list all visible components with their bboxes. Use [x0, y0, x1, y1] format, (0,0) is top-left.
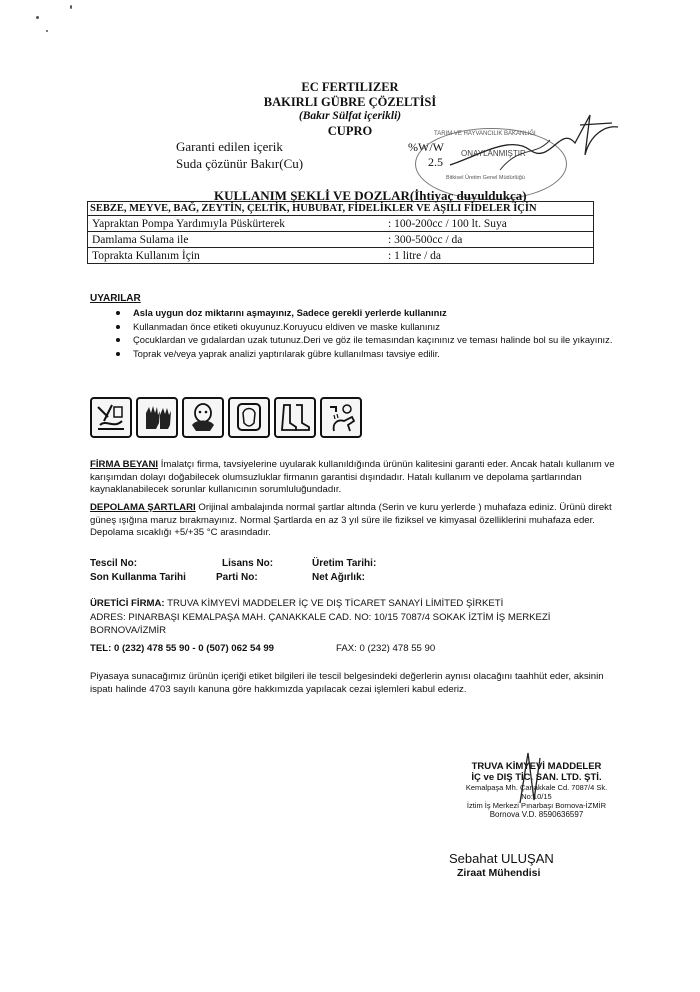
engineer-title: Ziraat Mühendisi — [457, 867, 541, 879]
storage-text: Orijinal ambalajında normal şartlar altında (Serin ve kuru yerlerde ) muhafaza ediniz. Ürünü direkt güneş ışığına maruz bırakmayınız. Normal Şartlarda en az 3 yıl süre ile fiziksel ve kimyasal özelliklerini muhafaza eder. Depolama sıcaklığı +5/+35 °C arasındadır. — [90, 502, 612, 538]
storage-conditions — [90, 502, 615, 540]
manufacturer-fax: FAX: 0 (232) 478 55 90 — [336, 643, 436, 654]
manufacturer-address: ADRES: PINARBAŞI KEMALPAŞA MAH. ÇANAKKALE CAD. NO: 10/15 7087/4 SOKAK İZTİM İŞ MERKEZİ — [90, 612, 551, 623]
header-brand: EC FERTILIZER — [301, 80, 399, 94]
registry-parti: Parti No: — [216, 572, 258, 583]
stamp-text-top: TARIM VE HAYVANCILIK BAKANLIĞI — [434, 131, 536, 137]
list-item — [110, 334, 630, 346]
manufacturer-label: ÜRETİCİ FİRMA: — [90, 598, 165, 609]
list-item — [110, 321, 630, 333]
registry-tescil: Tescil No: — [90, 558, 138, 569]
company-stamp-line4: İztim İş Merkezi Pınarbaşı Bornova-İZMİR — [466, 801, 607, 810]
company-stamp-line5: Bornova V.D. 8590636597 — [489, 810, 584, 819]
warning-text: Toprak ve/veya yaprak analizi yaptırılarak gübre kullanılması tavsiye edilir. — [133, 347, 440, 359]
warnings-list — [110, 307, 630, 361]
guarantee-copper-label: Suda çözünür Bakır(Cu) — [176, 156, 304, 171]
face-shield-icon — [228, 397, 270, 438]
firm-statement-text: İmalatçı firma, tavsiyelerine uyularak kullanıldığında ürünün kalitesini garanti eder. Ancak hatalı kullanım ve karışımdan dolayı doğabilecek olumsuzluklar firmanın garantisi dışındadır. Hatalı kullanım ve depolama şartlarından kaynaklanabilecek sorunlar kullanıcının sorumluluğundadır. — [90, 459, 615, 495]
guarantee-value: 2.5 — [428, 155, 443, 169]
dose-value: : 300-500cc / da — [388, 233, 463, 246]
scan-speck — [36, 16, 39, 19]
table-row — [88, 231, 593, 247]
warning-text: Çocuklardan ve gıdalardan uzak tutunuz.Deri ve göz ile temasından kaçınınız ve teması halinde bol su ile yıkayınız. — [133, 334, 613, 345]
boots-icon — [274, 397, 316, 438]
signature-bottom — [500, 748, 570, 808]
dose-value: : 100-200cc / 100 lt. Suya — [388, 217, 507, 230]
scan-speck — [70, 5, 72, 9]
company-stamp-line1: TRUVA KİMYEVİ MADDELER — [471, 761, 602, 772]
firm-statement-label: FİRMA BEYANI — [90, 459, 159, 470]
table-row — [88, 247, 593, 263]
warning-text: Asla uygun doz miktarını aşmayınız, Sadece gerekli yerlerde kullanınız — [133, 307, 447, 318]
dose-table-header: SEBZE, MEYVE, BAĞ, ZEYTİN, ÇELTİK, HUBUBAT, FİDELİKLER VE AŞILI FİDELER İÇİN — [90, 203, 537, 214]
manufacturer-phone: TEL: 0 (232) 478 55 90 - 0 (507) 062 54 99 — [90, 643, 274, 654]
dose-method: Yapraktan Pompa Yardımıyla Püskürterek — [92, 217, 286, 230]
table-row — [88, 215, 593, 231]
header-product-name: CUPRO — [327, 124, 373, 138]
registry-skt: Son Kullanma Tarihi — [90, 572, 186, 583]
chemical-icon — [90, 397, 132, 438]
gloves-icon — [136, 397, 178, 438]
wash-hands-icon — [320, 397, 362, 438]
dose-value: : 1 litre / da — [388, 249, 442, 262]
registry-lisans: Lisans No: — [222, 558, 274, 569]
signature-top — [440, 95, 620, 185]
dose-method: Toprakta Kullanım İçin — [92, 249, 200, 262]
scan-speck — [46, 30, 48, 32]
storage-label: DEPOLAMA ŞARTLARI — [90, 502, 196, 513]
manufacturer-line — [90, 598, 630, 609]
company-stamp-line3: Kemalpaşa Mh. Çanakkale Cd. 7087/4 Sk. No:10/15 — [465, 783, 608, 801]
firm-statement — [90, 459, 625, 497]
mask-icon — [182, 397, 224, 438]
manufacturer-city: BORNOVA/İZMİR — [90, 625, 167, 636]
guarantee-unit: %W/W — [408, 140, 444, 154]
warnings-title: UYARILAR — [90, 293, 141, 304]
usage-title: KULLANIM ŞEKLİ VE DOZLAR(İhtiyaç duyuldukça) — [214, 188, 527, 203]
guarantee-label: Garanti edilen içerik — [176, 139, 283, 154]
company-stamp-line2: İÇ ve DIŞ TİC. SAN. LTD. ŞTİ. — [471, 772, 602, 783]
stamp-text-mid: ONAYLANMIŞTIR — [461, 149, 526, 158]
warning-text: Kullanmadan önce etiketi okuyunuz.Koruyucu eldiven ve maske kullanınız — [133, 320, 440, 332]
dose-table — [87, 201, 594, 264]
disclaimer: Piyasaya sunacağımız ürünün içeriği etiket bilgileri ile tescil belgesindeki değerlerin aynısı olacağını taahhüt eder, aksinin ispatı halinde 4703 sayılı kanuna göre hakkımızda yapılacak cezai işlemleri kabul ederiz. — [90, 671, 604, 695]
header-content: (Bakır Sülfat içerikli) — [298, 110, 402, 122]
list-item — [110, 307, 630, 319]
header-product-type: BAKIRLI GÜBRE ÇÖZELTİSİ — [263, 95, 437, 109]
stamp-text-bottom: Bitkisel Üretim Genel Müdürlüğü — [446, 175, 525, 181]
list-item — [110, 348, 630, 360]
manufacturer-name: TRUVA KİMYEVİ MADDELER İÇ VE DIŞ TİCARET SANAYİ LİMİTED ŞİRKETİ — [164, 598, 504, 609]
registry-uretim: Üretim Tarihi: — [312, 558, 377, 569]
dose-method: Damlama Sulama ile — [92, 233, 189, 246]
engineer-name: Sebahat ULUŞAN — [449, 851, 554, 866]
registry-net: Net Ağırlık: — [312, 572, 365, 583]
